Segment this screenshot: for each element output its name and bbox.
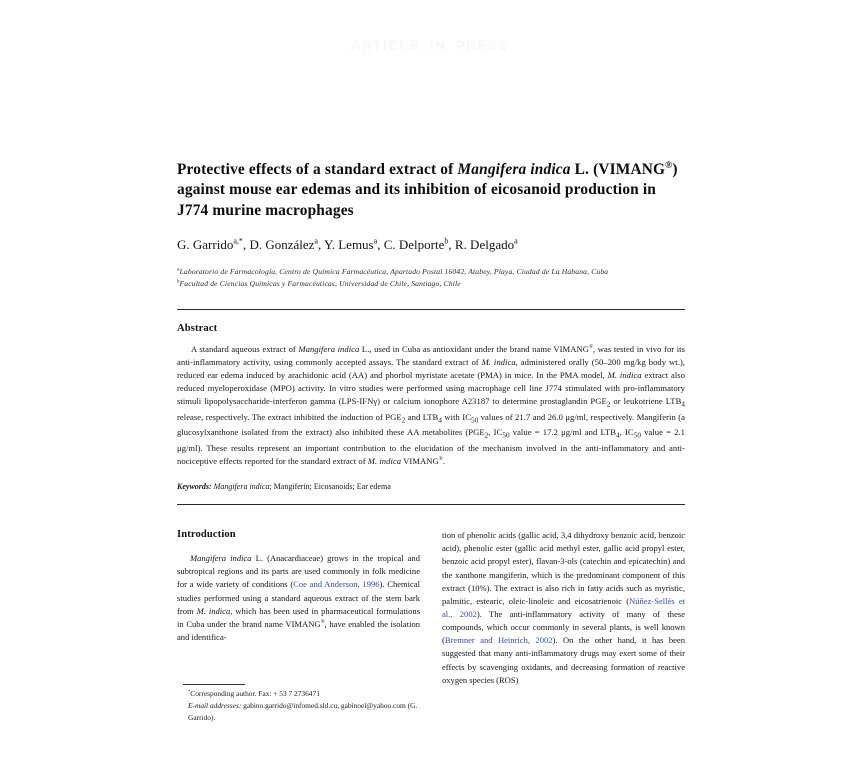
abstract-species: M. indica: [367, 456, 402, 467]
abstract-frag: L., used in Cuba as antioxidant under the brand name VIMANG: [359, 343, 589, 354]
author-affiliation-marker: a: [373, 237, 378, 247]
subscript: 50: [502, 432, 510, 441]
keywords-line: [177, 481, 685, 493]
author-affiliation-marker: a,*: [233, 237, 243, 247]
author-name: Y. Lemus: [324, 237, 374, 253]
abstract-species: Mangifera indica: [298, 343, 360, 354]
page-title: [177, 160, 685, 221]
abstract-text: [177, 343, 685, 468]
email-addresses[interactable]: gabino.garrido@infomed.sld.cu, gabinoel@yahoo.com (G. Garrido).: [188, 701, 418, 723]
abstract-frag: , IC: [488, 427, 503, 438]
title-line1-suffix: L.: [570, 161, 590, 178]
affiliation-text: Facultad de Ciencias Químicas y Farmacéuticas, Universidad de Chile, Santiago, Chile: [179, 279, 461, 289]
introduction-paragraph-left: [177, 552, 420, 644]
affiliation-item: [177, 278, 685, 290]
left-column: [177, 529, 420, 723]
registered-trademark-icon: ®: [588, 344, 594, 351]
two-column-body: [177, 529, 686, 723]
title-line2-suffix: ) against mouse ear edemas and its inhibition of eicosanoid: [177, 161, 678, 199]
introduction-paragraph-right: [442, 529, 685, 687]
corresponding-author-text: Corresponding author. Fax: + 53 7 2736471: [190, 689, 320, 699]
affiliation-item: [177, 266, 685, 278]
title-species-name: Mangifera indica: [457, 161, 571, 178]
subscript: 2: [401, 416, 406, 425]
title-line3: production in J774 murine macrophages: [177, 181, 657, 219]
citation-link[interactable]: Coe and Anderson, 1996: [293, 579, 380, 590]
affiliation-block: [177, 266, 685, 290]
abstract-frag: , administered orally (50–200 mg/kg body wt.), reduced ear edema induced by arachidonic acid (AA) and phorbol myristate acetate (PMA) in mice. In the PMA model,: [177, 356, 685, 380]
abstract-frag: release, respectively. The extract inhibited the induction of PGE: [177, 411, 402, 422]
article-content: [177, 159, 686, 723]
author-separator: ,: [317, 237, 325, 253]
title-line1-prefix: Protective effects of a standard extract of: [177, 161, 458, 178]
abstract-frag: values of 21.7 and 26.0 μg/ml, respectively. Mangiferin (a glucosylxanthone isolated from the extract) also inhibited these AA metabolites (PGE: [177, 411, 686, 438]
keywords-label: Keywords:: [177, 482, 212, 492]
subscript: 50: [633, 432, 641, 441]
abstract-frag: or leukotriene LTB: [610, 396, 682, 407]
citation-link[interactable]: Bremner and Heinrich, 2002: [444, 635, 553, 646]
species-name: Mangifera indica: [190, 553, 252, 564]
body-frag: , have enabled the isolation and identifica-: [177, 618, 420, 643]
author-name: D. González: [249, 237, 315, 253]
gamma-symbol: γ: [373, 396, 378, 407]
abstract-frag: with IC: [441, 411, 471, 422]
author-affiliation-marker: b: [444, 237, 449, 247]
body-frag: ). On the other hand, it has been suggested that many anti-inflammatory drugs may exert some of their effects by scavenging oxidants, and decreasing formation of reactive oxygen species (ROS): [442, 635, 685, 685]
abstract-species: M. indica: [481, 356, 516, 367]
body-frag: ). The anti-inflammatory activity of many of these compounds, which occur commonly in several plants, is well known (: [442, 609, 685, 646]
author-name: C. Delporte: [383, 237, 445, 253]
abstract-frag: VIMANG: [401, 456, 439, 467]
author-name: R. Delgado: [454, 237, 515, 253]
abstract-frag: value = 17.2 μg/ml and LTB: [509, 427, 617, 438]
right-column: [442, 529, 685, 687]
abstract-frag: extract also reduced myeloperoxidase (MPO) activity. In vitro studies were performed using macrophage cell line J774 stimulated with pro-inflammatory stimuli lipopolysaccharide-interferon gamma (LPS-IFN: [177, 370, 686, 407]
subscript: 4: [438, 416, 442, 425]
registered-trademark-icon: ®: [438, 456, 443, 463]
subscript: 4: [681, 400, 685, 409]
species-name: M. indica: [196, 605, 231, 616]
abstract-species: M. indica: [607, 370, 642, 380]
body-frag: tion of phenolic acids (gallic acid, 3,4 dihydroxy benzoic acid, benzoic acid), phenolic ester (gallic acid methyl ester, gallic acid propyl ester, benzoic acid propyl ester), flavan-3-ols (catechin and epicatechin) and the xanthone mangiferin, which is the predominant component of this extract (10%). The extract is also rich in fatty acids such as myristic, palmitic, estearic, oleic-linoleic and eicosatrienoic (: [442, 530, 685, 606]
corresponding-author-note: [177, 688, 420, 700]
author-affiliation-marker: a: [314, 237, 318, 247]
abstract-frag: ) or calcium ionophore A23187 to determine prostaglandin PGE: [377, 396, 607, 407]
abstract-frag: and LTB: [405, 411, 439, 422]
abstract-frag: A standard aqueous extract of: [191, 343, 299, 354]
email-label: E-mail addresses:: [188, 701, 242, 711]
author-list: [177, 237, 685, 254]
subscript: 4: [616, 432, 620, 441]
subscript: 2: [606, 400, 611, 409]
abstract-heading: Abstract: [177, 322, 218, 334]
citation-link[interactable]: Núñez-Sellés et al., 2002: [442, 595, 686, 620]
author-name: G. Garrido: [177, 237, 234, 253]
affiliation-marker: a: [177, 267, 180, 273]
keyword-items: ; Mangiferin; Eicosanoids; Ear edema: [269, 482, 391, 492]
footnote-block: [177, 684, 420, 724]
author-separator: ,: [448, 237, 455, 253]
affiliation-marker: b: [177, 279, 180, 285]
registered-trademark-icon: ®: [320, 619, 325, 626]
registered-trademark-icon: ®: [665, 159, 673, 171]
abstract-frag: value = 2.1 μg/ml). These results represent an important contribution to the elucidation of the mechanism involved in the anti-inflammatory and anti-nociceptive effects reported for the standard extract of: [177, 427, 685, 467]
author-separator: ,: [242, 237, 250, 253]
email-note: [177, 700, 420, 724]
abstract-frag: , IC: [619, 427, 634, 438]
article-in-press-watermark: ARTICLE IN PRESS: [350, 38, 510, 53]
body-frag: L. (Anacardiaceae) grows in the tropical and subtropical regions and its parts are used commonly in folk medicine for a wide variety of conditions (: [177, 553, 420, 590]
keywords-bottom-divider: [177, 504, 685, 505]
subscript: 2: [484, 432, 489, 441]
body-frag: , which has been used in pharmaceutical formulations in Cuba under the brand name VIMANG: [177, 605, 420, 629]
introduction-heading: Introduction: [177, 529, 236, 541]
footnote-divider: [183, 684, 245, 685]
abstract-frag: , was tested in vivo for its anti-inflammatory activity, using commonly accepted assays. The standard extract of: [177, 343, 685, 367]
subscript: 50: [470, 416, 479, 425]
abstract-frag: .: [442, 456, 446, 467]
body-frag: ). Chemical studies performed using a standard aqueous extract of the stem bark from: [177, 579, 420, 616]
author-affiliation-marker: a: [514, 237, 518, 247]
keyword-item: Mangifera indica: [213, 482, 270, 492]
author-separator: ,: [377, 237, 384, 253]
affiliation-text: Laboratorio de Farmacología, Centro de Química Farmacéutica, Apartado Postal 16042, Atabey, Playa, Ciudad de La Habana, Cuba: [179, 267, 609, 277]
title-line2-prefix: (VIMANG: [593, 161, 666, 178]
asterisk-icon: *: [188, 688, 191, 694]
abstract-top-divider: [177, 309, 685, 310]
